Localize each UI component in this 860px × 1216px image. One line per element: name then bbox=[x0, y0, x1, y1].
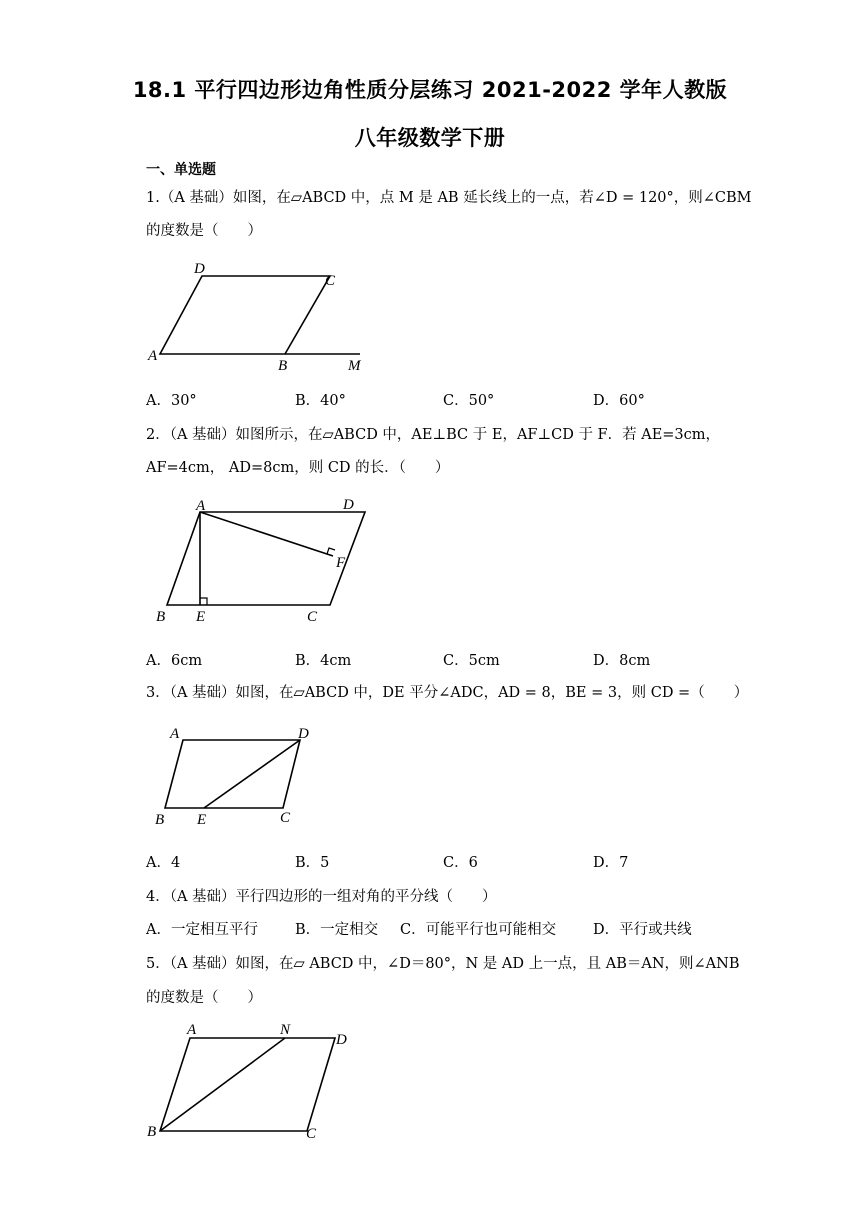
q3-label-d: D bbox=[298, 726, 309, 742]
q4-option-a[interactable]: A．一定相互平行 bbox=[146, 922, 258, 938]
q1-stem-line1: 1.（A 基础）如图，在▱ABCD 中，点 M 是 AB 延长线上的一点，若∠D = 120°，则∠CBM bbox=[146, 190, 752, 206]
q2-label-e: E bbox=[196, 609, 206, 625]
q1-label-d: D bbox=[194, 261, 205, 277]
q5-label-c: C bbox=[306, 1126, 317, 1142]
q2-figure bbox=[150, 492, 380, 632]
q1-label-b: B bbox=[278, 358, 288, 374]
q3-label-c: C bbox=[280, 810, 291, 826]
q4-option-b[interactable]: B．一定相交 bbox=[295, 922, 379, 938]
q3-label-a: A bbox=[170, 726, 180, 742]
q5-stem-line1: 5．（A 基础）如图，在▱ ABCD 中，∠D＝80°，N 是 AD 上一点，且 AB＝AN，则∠ANB bbox=[146, 956, 740, 972]
q1-label-a: A bbox=[148, 348, 158, 364]
q1-figure bbox=[140, 255, 380, 380]
q1-option-c[interactable]: C．50° bbox=[443, 393, 495, 409]
q3-option-c[interactable]: C．6 bbox=[443, 855, 478, 871]
q2-option-a[interactable]: A．6cm bbox=[146, 653, 203, 669]
q1-option-b[interactable]: B．40° bbox=[295, 393, 346, 409]
q5-label-d: D bbox=[336, 1032, 347, 1048]
q1-option-a[interactable]: A．30° bbox=[146, 393, 197, 409]
q5-label-n: N bbox=[280, 1022, 291, 1038]
q4-stem-line1: 4．（A 基础）平行四边形的一组对角的平分线（ ） bbox=[146, 889, 497, 905]
q1-stem-line2: 的度数是（ ） bbox=[146, 223, 262, 239]
q4-option-d[interactable]: D．平行或共线 bbox=[593, 922, 692, 938]
q2-stem-line2: AF=4cm， AD=8cm，则 CD 的长．（ ） bbox=[146, 460, 450, 476]
q2-label-c: C bbox=[307, 609, 318, 625]
q2-option-d[interactable]: D．8cm bbox=[593, 653, 651, 669]
q2-label-b: B bbox=[156, 609, 166, 625]
q2-label-d: D bbox=[343, 497, 354, 513]
q1-label-m: M bbox=[348, 358, 361, 374]
q3-option-b[interactable]: B．5 bbox=[295, 855, 330, 871]
q5-stem-line2: 的度数是（ ） bbox=[146, 990, 262, 1006]
q2-label-a: A bbox=[196, 498, 206, 514]
section-heading: 一、单选题 bbox=[146, 162, 216, 178]
q3-stem-line1: 3．（A 基础）如图，在▱ABCD 中，DE 平分∠ADC，AD = 8，BE = 3，则 CD =（ ） bbox=[146, 685, 749, 701]
q4-option-c[interactable]: C．可能平行也可能相交 bbox=[400, 922, 557, 938]
document-title-line1: 18.1 平行四边形边角性质分层练习 2021-2022 学年人教版 bbox=[132, 78, 728, 102]
q5-figure bbox=[145, 1020, 365, 1145]
q5-label-b: B bbox=[147, 1124, 157, 1140]
document-title-line2: 八年级数学下册 bbox=[354, 126, 506, 150]
q3-figure bbox=[150, 722, 330, 832]
q2-option-c[interactable]: C．5cm bbox=[443, 653, 500, 669]
q3-label-e: E bbox=[197, 812, 207, 828]
q5-label-a: A bbox=[187, 1022, 197, 1038]
q1-option-d[interactable]: D．60° bbox=[593, 393, 645, 409]
q2-stem-line1: 2．（A 基础）如图所示，在▱ABCD 中，AE⊥BC 于 E，AF⊥CD 于 F．若 AE=3cm， bbox=[146, 427, 721, 443]
q3-label-b: B bbox=[155, 812, 165, 828]
q1-label-c: C bbox=[325, 273, 336, 289]
q2-label-f: F bbox=[336, 555, 346, 571]
q3-option-d[interactable]: D．7 bbox=[593, 855, 629, 871]
q3-option-a[interactable]: A．4 bbox=[146, 855, 181, 871]
q2-option-b[interactable]: B．4cm bbox=[295, 653, 352, 669]
